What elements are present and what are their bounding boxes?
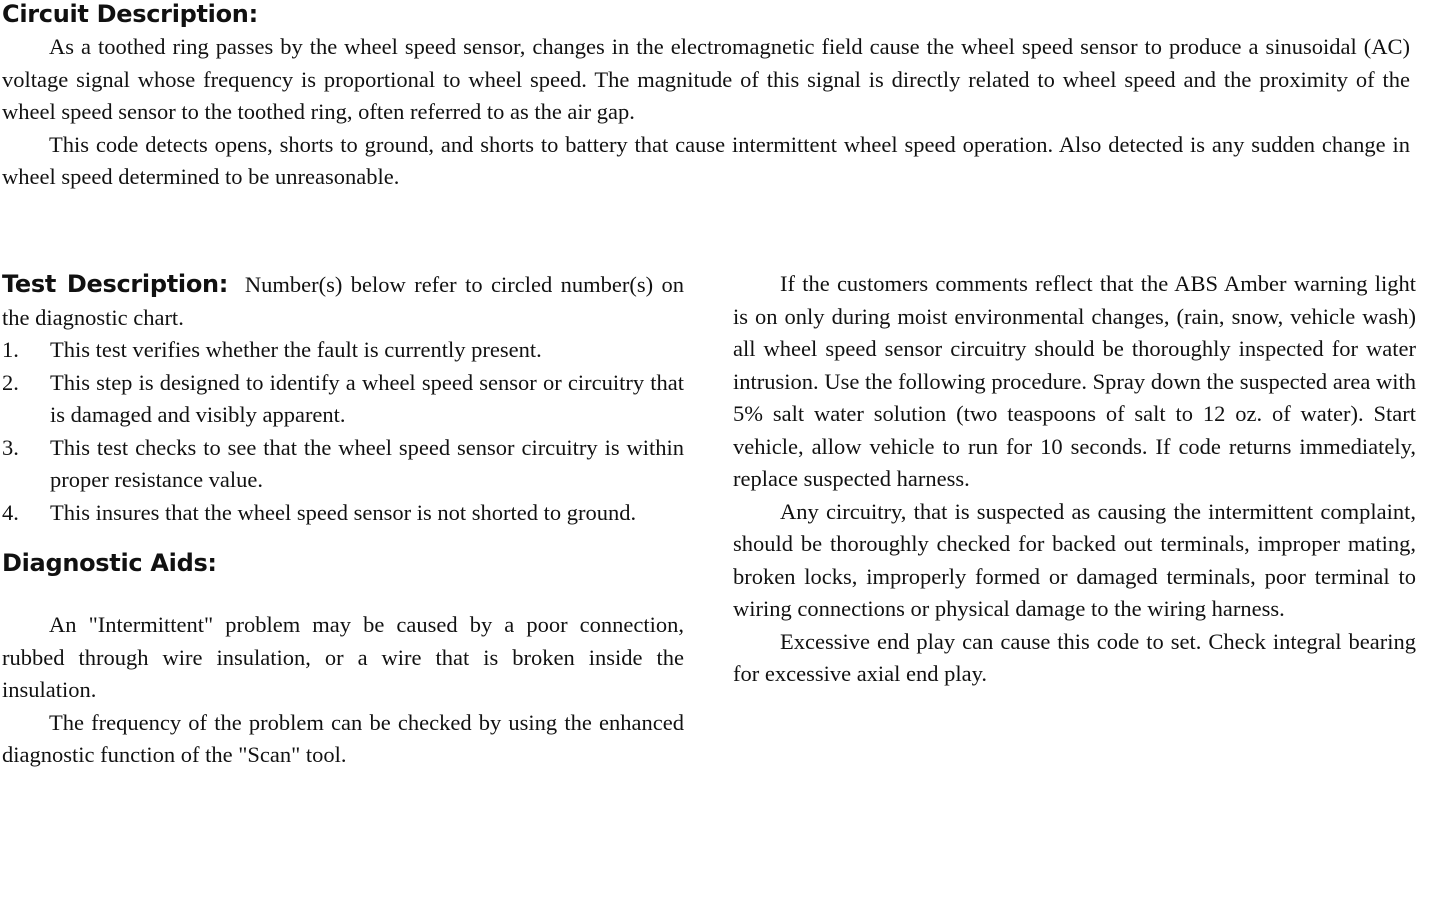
step-number: 4. [2, 499, 19, 525]
circuit-description-heading: Circuit Description: [2, 0, 258, 28]
diagnostic-paragraph-1: An "Intermittent" problem may be caused by a poor connection, rubbed through wire insulation, or a wire that is broken inside the insulation. [2, 612, 684, 702]
circuit-paragraph-1: As a toothed ring passes by the wheel speed sensor, changes in the electromagnetic field cause the wheel speed sensor to produce a sinusoidal (AC) voltage signal whose frequency is proportional to wheel speed. The magnitude of this signal is directly related to wheel speed and the proximity of the wheel speed sensor to the toothed ring, often referred to as the air gap. [2, 34, 1410, 124]
step-text: This test verifies whether the fault is currently present. [50, 337, 542, 362]
diagnostic-aids-heading: Diagnostic Aids: [2, 549, 217, 577]
step-number: 3. [2, 434, 19, 460]
right-column [733, 268, 1416, 691]
step-number: 1. [2, 337, 19, 362]
test-step [2, 432, 684, 497]
step-text: This step is designed to identify a wheel speed sensor or circuitry that is damaged and visibly apparent. [50, 369, 684, 427]
right-paragraph-1: If the customers comments reflect that the ABS Amber warning light is on only during moist environmental changes, (rain, snow, vehicle wash) all wheel speed sensor circuitry should be thoroughly inspected for water intrusion. Use the following procedure. Spray down the suspected area with 5% salt water solution (two teaspoons of salt to 12 oz. of water). Start vehicle, allow vehicle to run for 10 seconds. If code returns immediately, replace suspected harness. [733, 271, 1416, 491]
step-number: 2. [2, 369, 19, 395]
test-description-intro [2, 268, 684, 334]
test-steps-list [2, 334, 684, 529]
test-description-heading: Test Description: [2, 270, 229, 298]
circuit-paragraph-2: This code detects opens, shorts to ground, and shorts to battery that cause intermittent wheel speed operation. Also detected is any sudden change in wheel speed determined to be unreasonable. [2, 131, 1410, 189]
test-step [2, 334, 684, 367]
circuit-description-section [2, 0, 1410, 194]
diagnostic-paragraph-2: The frequency of the problem can be checked by using the enhanced diagnostic function of the "Scan" tool. [2, 709, 684, 767]
right-paragraph-3: Excessive end play can cause this code to set. Check integral bearing for excessive axial end play. [733, 628, 1416, 686]
step-text: This test checks to see that the wheel speed sensor circuitry is within proper resistance value. [50, 434, 684, 492]
test-step [2, 367, 684, 432]
step-text: This insures that the wheel speed sensor is not shorted to ground. [50, 499, 637, 525]
test-description-text: Number(s) below refer to circled number(s) on the diagnostic chart. [2, 272, 684, 330]
left-column [2, 268, 684, 772]
test-step [2, 497, 684, 530]
right-paragraph-2: Any circuitry, that is suspected as causing the intermittent complaint, should be thoroughly checked for backed out terminals, improper mating, broken locks, improperly formed or damaged terminals, poor terminal to wiring connections or physical damage to the wiring harness. [733, 498, 1416, 621]
